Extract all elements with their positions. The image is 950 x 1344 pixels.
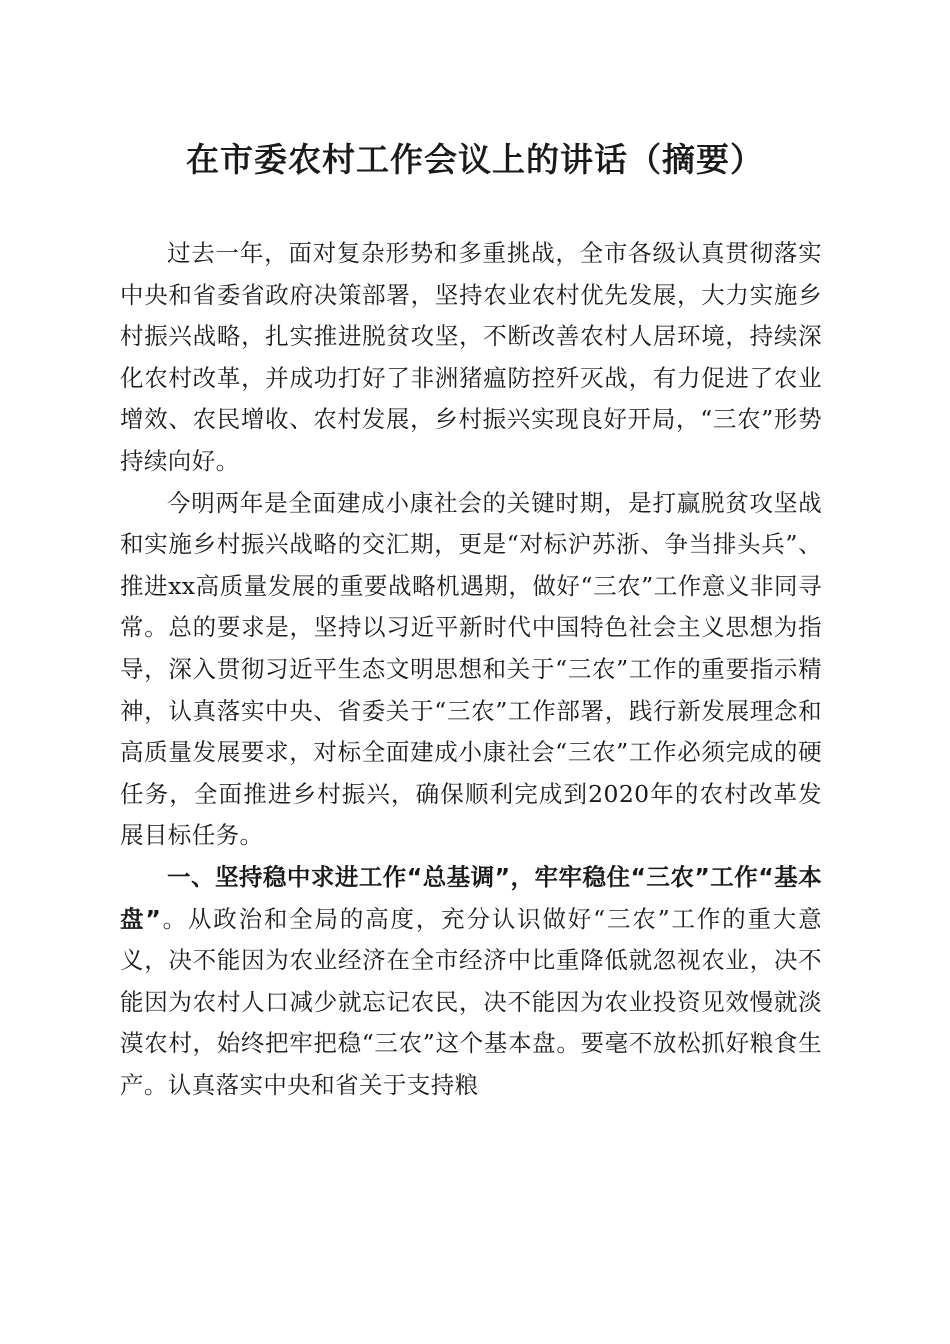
- section-text: 。从政治和全局的高度，充分认识做好“三农”工作的重大意义，决不能因为农业经济在全市经济中比重降低就忽视农业，决不能因为农村人口减少就忘记农民，决不能因为农业投资见效慢就淡漠农村，始终把牢把稳“三农”这个基本盘。要毫不放松抓好粮食生产。认真落实中央和省关于支持粮: [120, 904, 822, 1099]
- paragraph-section-one: [120, 857, 822, 1107]
- section-heading: 一、坚持稳中求进工作“总基调”，牢牢稳住“三农”工作“基本盘”: [120, 862, 822, 933]
- paragraph-review: 过去一年，面对复杂形势和多重挑战，全市各级认真贯彻落实中央和省委省政府决策部署，坚持农业农村优先发展，大力实施乡村振兴战略，扎实推进脱贫攻坚，不断改善农村人居环境，持续深化农村改革，并成功打好了非洲猪瘟防控歼灭战，有力促进了农业增效、农民增收、农村发展，乡村振兴实现良好开局，“三农”形势持续向好。: [120, 239, 822, 475]
- document-body: [120, 233, 822, 1106]
- paragraph-requirements: 今明两年是全面建成小康社会的关键时期，是打赢脱贫攻坚战和实施乡村振兴战略的交汇期，更是“对标沪苏浙、争当排头兵”、推进xx高质量发展的重要战略机遇期，做好“三农”工作意义非同寻常。总的要求是，坚持以习近平新时代中国特色社会主义思想为指导，深入贯彻习近平生态文明思想和关于“三农”工作的重要指示精神，认真落实中央、省委关于“三农”工作部署，践行新发展理念和高质量发展要求，对标全面建成小康社会“三农”工作必须完成的硬任务，全面推进乡村振兴，确保顺利完成到2020年的农村改革发展目标任务。: [120, 488, 822, 850]
- page-title: 在市委农村工作会议上的讲话（摘要）: [186, 140, 764, 179]
